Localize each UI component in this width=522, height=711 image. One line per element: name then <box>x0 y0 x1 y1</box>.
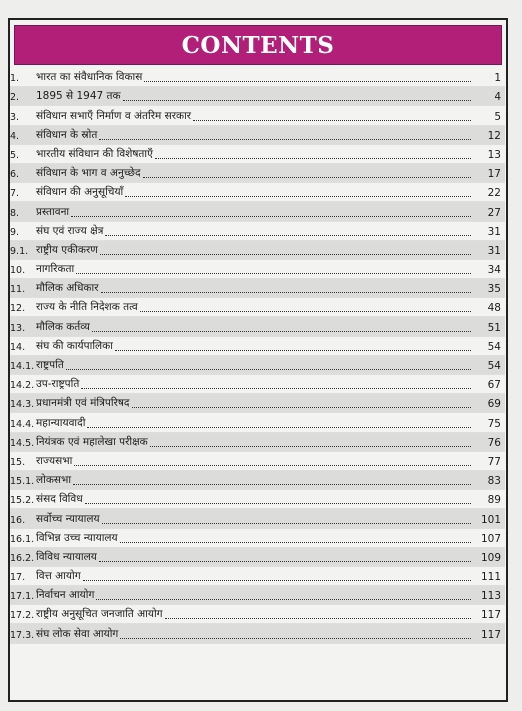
entry-page-number: 67 <box>487 379 501 392</box>
dot-leader <box>115 350 471 351</box>
entry-number: 3. <box>10 111 20 123</box>
entry-title: महान्यायवादी <box>36 416 86 429</box>
contents-entry <box>10 413 505 432</box>
dot-leader <box>143 177 471 178</box>
entry-number: 14.1. <box>10 361 35 372</box>
entry-number: 14.3. <box>10 399 35 411</box>
entry-title: संविधान सभाएँ निर्माण व अंतरिम सरकार <box>36 109 192 122</box>
entry-page-number: 101 <box>480 513 501 526</box>
entry-number: 17.2. <box>10 610 35 622</box>
dot-leader <box>193 120 471 121</box>
contents-entry <box>10 529 505 548</box>
entry-number: 14.2. <box>10 380 35 392</box>
entry-number: 15.1. <box>10 476 35 488</box>
entry-page-number: 48 <box>487 302 501 315</box>
entry-number: 11. <box>10 284 26 296</box>
entry-number: 4. <box>10 130 20 142</box>
contents-list <box>10 68 505 644</box>
entry-number: 17.1. <box>10 591 35 603</box>
entry-page-number: 51 <box>487 321 501 334</box>
dot-leader <box>105 235 471 236</box>
dot-leader <box>132 407 471 408</box>
dot-leader <box>74 465 471 466</box>
dot-leader <box>96 599 471 600</box>
contents-entry <box>10 337 505 356</box>
contents-entry <box>10 145 505 164</box>
entry-page-number: 83 <box>487 475 501 488</box>
entry-title: राष्ट्रीय एकीकरण <box>36 243 98 256</box>
entry-number: 8. <box>10 207 20 219</box>
contents-entry <box>10 509 505 528</box>
dot-leader <box>100 254 471 255</box>
entry-number: 12. <box>10 303 26 315</box>
contents-entry <box>10 317 505 336</box>
entry-title: संविधान के स्रोत <box>36 128 98 141</box>
dot-leader <box>123 100 471 101</box>
dot-leader <box>83 580 471 581</box>
entry-title: निर्वाचन आयोग <box>36 589 95 602</box>
dot-leader <box>101 292 471 293</box>
entry-number: 17. <box>10 572 26 584</box>
entry-page-number: 12 <box>487 129 501 142</box>
contents-entry <box>10 279 505 298</box>
entry-number: 17.3. <box>10 629 35 641</box>
entry-page-number: 22 <box>487 187 501 200</box>
entry-title: राज्यसभा <box>36 454 73 467</box>
entry-title: मौलिक कर्तव्य <box>36 320 90 333</box>
entry-page-number: 1 <box>494 72 501 85</box>
entry-page-number: 117 <box>480 609 501 622</box>
entry-page-number: 13 <box>487 148 501 161</box>
entry-number: 14.5. <box>10 437 35 449</box>
contents-entry <box>10 260 505 279</box>
entry-title: विभिन्न उच्च न्यायालय <box>36 531 118 544</box>
entry-number: 9.1. <box>10 245 29 257</box>
contents-entry <box>10 394 505 413</box>
entry-page-number: 77 <box>487 455 501 468</box>
contents-entry <box>10 202 505 221</box>
entry-page-number: 35 <box>487 283 501 296</box>
dot-leader <box>66 369 471 370</box>
entry-page-number: 109 <box>480 551 501 564</box>
entry-page-number: 75 <box>487 417 501 430</box>
entry-number: 6. <box>10 169 20 181</box>
contents-entry <box>10 548 505 567</box>
contents-entry <box>10 87 505 106</box>
entry-number: 15.2. <box>10 495 35 507</box>
entry-number: 13. <box>10 322 26 334</box>
contents-entry <box>10 433 505 452</box>
dot-leader <box>92 331 471 332</box>
entry-title: प्रस्तावना <box>36 205 70 218</box>
entry-title: सर्वोच्च न्यायालय <box>36 512 100 525</box>
dot-leader <box>71 216 471 217</box>
entry-page-number: 69 <box>487 398 501 411</box>
dot-leader <box>99 139 471 140</box>
entry-title: वित्त आयोग <box>36 570 81 583</box>
dot-leader <box>81 388 471 389</box>
entry-number: 16.2. <box>10 552 35 564</box>
contents-entry <box>10 183 505 202</box>
dot-leader <box>165 618 471 619</box>
contents-entry <box>10 605 505 624</box>
entry-title: राज्य के नीति निदेशक तत्व <box>36 301 138 314</box>
page-title: CONTENTS <box>181 31 335 59</box>
entry-title: मौलिक अधिकार <box>36 282 99 295</box>
entry-number: 16. <box>10 514 26 526</box>
entry-page-number: 4 <box>494 91 501 104</box>
dot-leader <box>102 523 471 524</box>
entry-number: 14. <box>10 341 26 353</box>
entry-title: राष्ट्रपति <box>36 359 64 371</box>
contents-entry <box>10 624 505 643</box>
entry-page-number: 111 <box>480 571 501 584</box>
entry-number: 1. <box>10 73 20 85</box>
entry-page-number: 54 <box>487 360 501 372</box>
entry-page-number: 5 <box>494 110 501 123</box>
entry-title: संसद विविध <box>36 493 83 506</box>
entry-number: 9. <box>10 226 20 238</box>
dot-leader <box>99 561 471 562</box>
entry-page-number: 31 <box>487 225 501 238</box>
dot-leader <box>76 273 471 274</box>
contents-entry <box>10 490 505 509</box>
dot-leader <box>150 446 471 447</box>
entry-title: नागरिकता <box>36 263 75 276</box>
entry-page-number: 27 <box>487 206 501 219</box>
entry-page-number: 76 <box>487 436 501 449</box>
entry-title: संविधान की अनुसूचियाँ <box>36 186 124 199</box>
entry-number: 5. <box>10 149 20 161</box>
contents-entry <box>10 106 505 125</box>
dot-leader <box>140 311 471 312</box>
contents-entry <box>10 567 505 586</box>
entry-title: 1895 से 1947 तक <box>36 90 121 103</box>
contents-entry <box>10 356 505 375</box>
contents-entry <box>10 222 505 241</box>
entry-title: लोकसभा <box>36 474 72 487</box>
contents-entry <box>10 471 505 490</box>
entry-title: प्रधानमंत्री एवं मंत्रिपरिषद <box>36 397 130 410</box>
entry-page-number: 31 <box>487 244 501 257</box>
entry-title: राष्ट्रीय अनुसूचित जनजाति आयोग <box>36 608 163 621</box>
entry-number: 7. <box>10 188 20 200</box>
entry-page-number: 17 <box>487 168 501 181</box>
entry-title: संविधान के भाग व अनुच्छेद <box>36 167 141 180</box>
contents-entry <box>10 68 505 87</box>
dot-leader <box>144 81 471 82</box>
entry-page-number: 54 <box>487 340 501 353</box>
contents-entry <box>10 298 505 317</box>
entry-page-number: 107 <box>480 532 501 545</box>
entry-title: संघ लोक सेवा आयोग <box>36 627 119 640</box>
entry-title: उप-राष्ट्रपति <box>36 378 80 391</box>
dot-leader <box>155 158 471 159</box>
dot-leader <box>120 542 471 543</box>
entry-number: 14.4. <box>10 418 35 430</box>
dot-leader <box>87 427 471 428</box>
entry-title: विविध न्यायालय <box>36 550 97 563</box>
entry-page-number: 34 <box>487 264 501 277</box>
dot-leader <box>85 503 471 504</box>
entry-number: 16.1. <box>10 533 35 545</box>
entry-title: भारत का संवैधानिक विकास <box>36 71 143 84</box>
entry-page-number: 117 <box>480 628 501 641</box>
dot-leader <box>120 638 471 639</box>
entry-page-number: 89 <box>487 494 501 507</box>
contents-entry <box>10 126 505 145</box>
contents-entry <box>10 241 505 260</box>
contents-banner <box>14 25 502 65</box>
dot-leader <box>125 196 471 197</box>
entry-title: भारतीय संविधान की विशेषताएँ <box>36 147 153 160</box>
entry-number: 10. <box>10 265 26 277</box>
entry-page-number: 113 <box>480 590 501 603</box>
contents-entry <box>10 375 505 394</box>
entry-title: संघ की कार्यपालिका <box>36 339 113 352</box>
entry-number: 2. <box>10 92 20 104</box>
entry-title: नियंत्रक एवं महालेखा परीक्षक <box>36 435 148 448</box>
contents-entry <box>10 164 505 183</box>
dot-leader <box>73 484 471 485</box>
contents-entry <box>10 586 505 605</box>
contents-entry <box>10 452 505 471</box>
entry-title: संघ एवं राज्य क्षेत्र <box>36 224 104 237</box>
entry-number: 15. <box>10 456 26 468</box>
